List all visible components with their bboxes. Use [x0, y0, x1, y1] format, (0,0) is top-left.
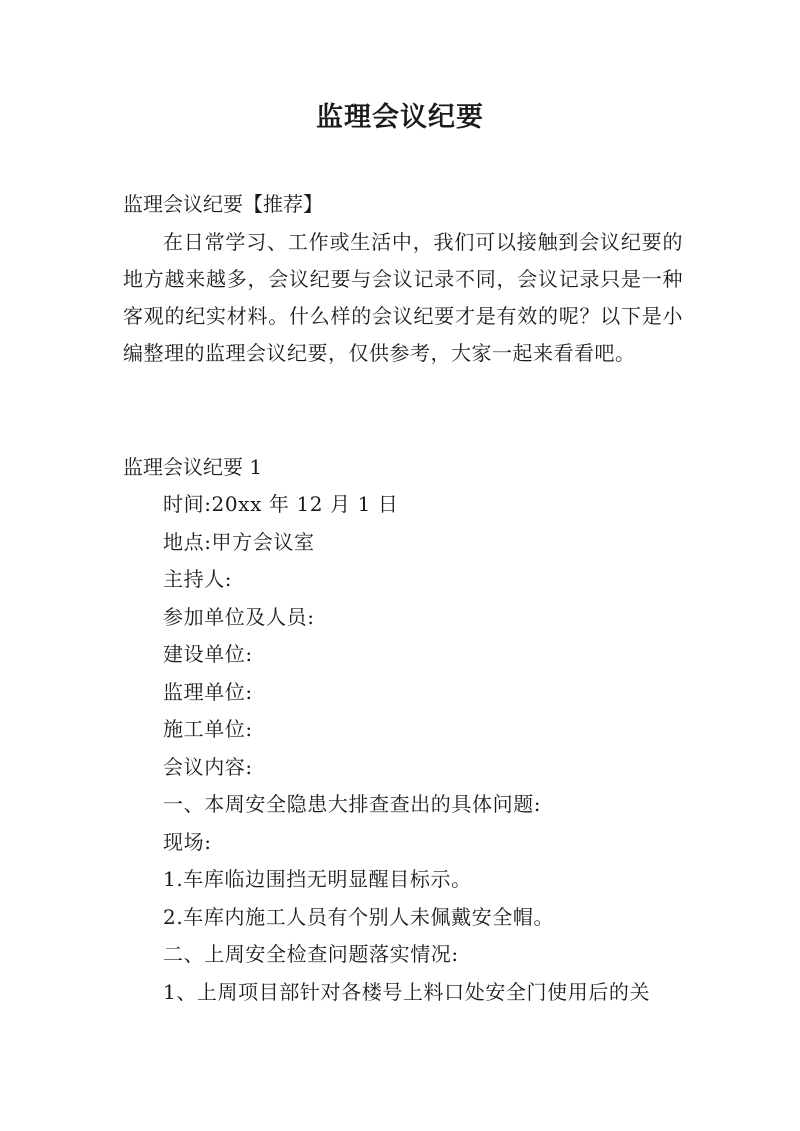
meeting-host: 主持人:: [163, 567, 233, 591]
construction-owner: 建设单位:: [163, 642, 253, 666]
meeting-details: [163, 486, 693, 1011]
meeting-location: 地点:甲方会议室: [163, 529, 315, 554]
site-issue-2: 2.车库内施工人员有个别人未佩戴安全帽。: [163, 904, 555, 929]
document-subtitle: 监理会议纪要【推荐】: [123, 192, 323, 216]
section-heading: 监理会议纪要 1: [123, 455, 263, 479]
document-title: 监理会议纪要: [316, 102, 484, 133]
contractor-unit: 施工单位:: [163, 717, 253, 741]
point-one-heading: 一、本周安全隐患大排查查出的具体问题:: [163, 792, 542, 816]
supervision-unit: 监理单位:: [163, 679, 253, 704]
meeting-content-label: 会议内容:: [163, 754, 253, 779]
site-issue-1: 1.车库临边围挡无明显醒目标示。: [163, 867, 472, 891]
intro-paragraph: 在日常学习、工作或生活中，我们可以接触到会议纪要的地方越来越多，会议纪要与会议记录不同，会议记录只是一种客观的纪实材料。什么样的会议纪要才是有效的呢？以下是小编整理的监理会议纪要，仅供参考，大家一起来看看吧。: [123, 230, 683, 365]
site-label: 现场:: [163, 829, 212, 854]
point-two-heading: 二、上周安全检查问题落实情况:: [163, 942, 459, 966]
meeting-attendees: 参加单位及人员:: [163, 604, 315, 629]
followup-item-1: 1、上周项目部针对各楼号上料口处安全门使用后的关: [163, 979, 651, 1004]
meeting-time: 时间:20xx 年 12 月 1 日: [163, 492, 399, 516]
